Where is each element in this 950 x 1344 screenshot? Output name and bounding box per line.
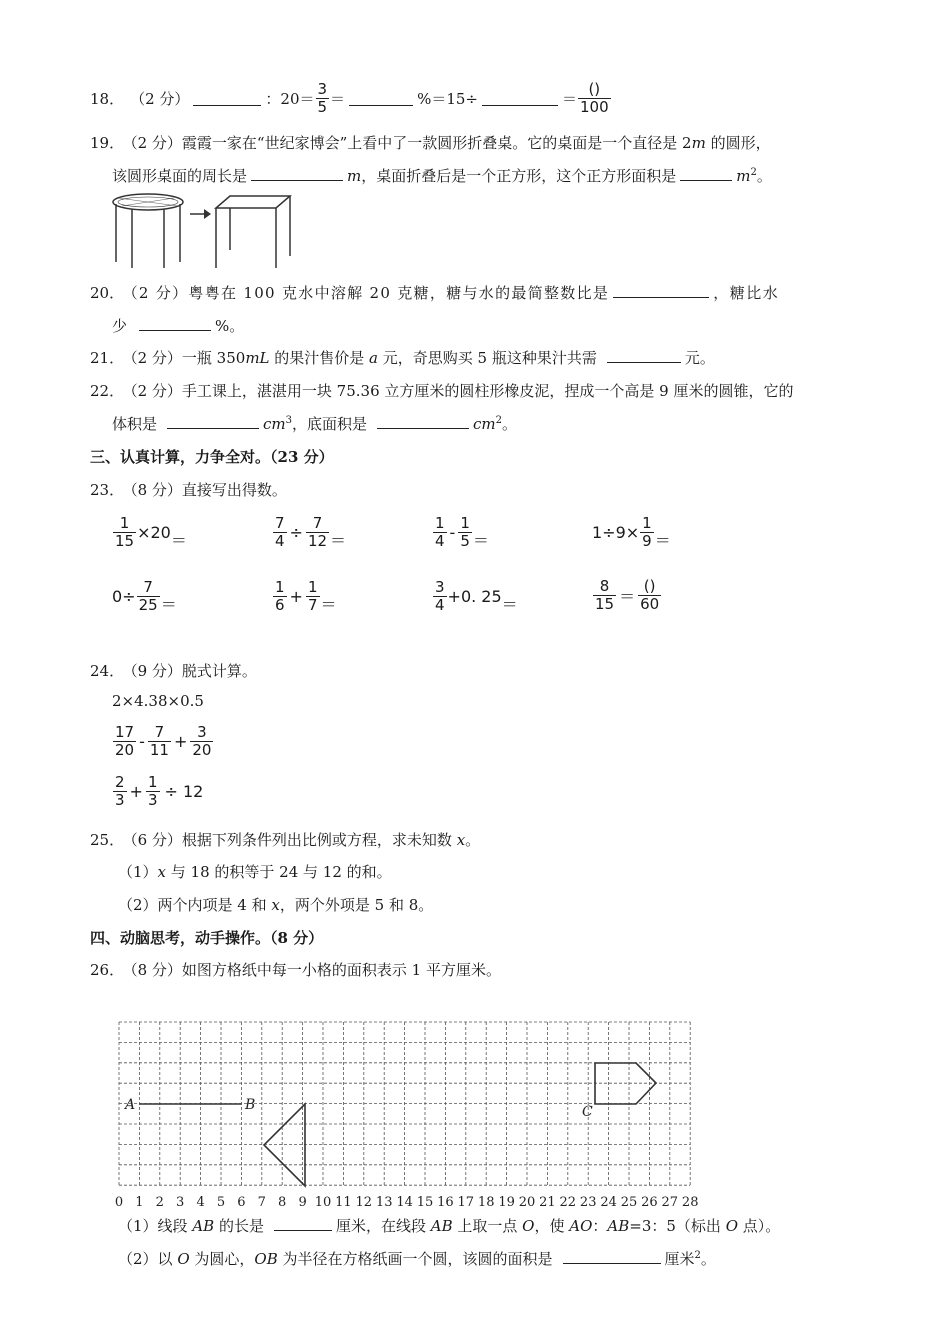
axis-tick-label: 12	[355, 1195, 373, 1210]
q23c-fraction-2: $\frac{1}{5}$	[460, 514, 470, 550]
q26-s1-ab: AB	[192, 1217, 215, 1235]
q26-s1-ab3: AB	[607, 1217, 630, 1235]
q23b-op: ÷	[289, 523, 303, 542]
q25-var: x	[456, 831, 466, 849]
q24e2-fraction-2: $\frac{7}{11}$	[149, 723, 169, 759]
q26-s1-o2: O	[725, 1217, 738, 1235]
q26-s1-c: 厘米，在线段	[335, 1217, 431, 1235]
q23d-prefix: 1÷9×	[592, 523, 640, 542]
q19-unit-m: m	[691, 134, 706, 152]
question-20-line-1	[90, 282, 779, 303]
q18-fraction-x-100: $\frac{()}{100}$	[580, 79, 609, 116]
axis-tick-label: 4	[196, 1195, 205, 1210]
q21-text-c: 元，奇思购买 5 瓶这种果汁共需	[378, 349, 597, 367]
q21-text-a: （2 分）一瓶 350	[130, 349, 246, 367]
axis-tick-label: 15	[416, 1195, 434, 1210]
q20-text-1: （2 分）粤粤在 100 克水中溶解 20 克糖，糖与水的最简整数比是	[130, 284, 610, 302]
q19-sup: 2	[750, 167, 757, 178]
q26-s2-c: 为半径在方格纸画一个圆，该圆的面积是	[277, 1250, 553, 1268]
q23h-equals: ＝	[619, 587, 636, 606]
q19-text-2b: ，桌面折叠后是一个正方形，这个正方形面积是	[361, 167, 677, 185]
q23g-fraction: $\frac{3}{4}$	[435, 578, 445, 614]
q23b-fraction-2: $\frac{7}{12}$	[307, 514, 328, 550]
q23-item-b	[272, 514, 346, 551]
q23-item-d	[592, 514, 671, 551]
q24-expr-3	[112, 774, 203, 809]
q23-number: 23．	[90, 481, 125, 499]
q19-number: 19．	[90, 134, 125, 152]
q26-s2-a: （2）以	[118, 1250, 178, 1268]
q23f-op: +	[289, 587, 303, 606]
q26-s2-o: O	[177, 1250, 190, 1268]
q19-end: 。	[756, 167, 772, 185]
q21-number: 21．	[90, 349, 125, 367]
q18-blank-2[interactable]	[349, 91, 413, 106]
q23b-fraction-1: $\frac{7}{4}$	[275, 514, 285, 550]
q22-blank-1[interactable]	[167, 414, 259, 429]
q24-expr-2	[112, 724, 214, 759]
question-24	[90, 660, 257, 681]
q18-ratio: ：20＝	[265, 89, 315, 108]
q22-blank-2[interactable]	[377, 414, 469, 429]
axis-tick-label: 23	[579, 1195, 597, 1210]
q25-s1-var: x	[157, 863, 167, 881]
axis-tick-label: 6	[237, 1195, 246, 1210]
question-25	[90, 829, 480, 850]
label-a: A	[125, 1097, 136, 1113]
q26-s1-o: O	[522, 1217, 535, 1235]
question-19-line-2	[112, 165, 772, 186]
q19-unit-m3: m	[736, 167, 751, 185]
square-table-drawing	[216, 196, 290, 268]
q24e2-fraction-1: $\frac{17}{20}$	[115, 723, 135, 759]
triangle-shape	[264, 1104, 305, 1186]
arrow-right-icon	[190, 209, 211, 219]
q26-s1-h: 点）。	[738, 1217, 781, 1235]
q26-sub-2	[118, 1248, 716, 1269]
q26-s2-e: 。	[700, 1250, 716, 1268]
folding-table-figure	[108, 190, 298, 275]
q20-text-2b: %。	[215, 317, 245, 335]
q18-fraction-3-5: $\frac{3}{5}$	[317, 79, 328, 116]
question-21	[90, 347, 715, 368]
axis-tick-label: 1	[135, 1195, 144, 1210]
axis-tick-label: 26	[641, 1195, 658, 1210]
q23e-equals: ＝	[160, 595, 177, 614]
axis-tick-label: 16	[437, 1195, 454, 1210]
q23e-fraction: $\frac{7}{25}$	[138, 578, 158, 614]
q26-s2-sup: 2	[694, 1250, 701, 1261]
axis-tick-label: 0	[114, 1195, 124, 1210]
q21-blank[interactable]	[607, 348, 681, 363]
q24-expr-1: 2×4.38×0.5	[112, 692, 204, 710]
q23g-rest: +0. 25	[447, 587, 502, 606]
q23f-equals: ＝	[320, 595, 337, 614]
q18-percent: %＝15÷	[417, 89, 478, 108]
q25-sub-1	[118, 861, 392, 882]
q19-text-1-end: 的圆形，	[705, 134, 771, 152]
q20-number: 20．	[90, 284, 125, 302]
axis-tick-label: 5	[216, 1195, 226, 1210]
q23g-equals: ＝	[501, 595, 518, 614]
q25-s1-prefix: （1）	[118, 863, 158, 881]
axis-tick-label: 28	[681, 1195, 699, 1210]
q26-s1-e: ，使	[534, 1217, 570, 1235]
q24e2-op-1: -	[139, 732, 145, 751]
axis-tick-label: 24	[600, 1195, 617, 1210]
q26-sub-1	[118, 1215, 780, 1236]
q25-s2-var: x	[271, 896, 280, 914]
q23-item-a	[112, 514, 187, 551]
section-3-heading: 三、认真计算，力争全对。（23 分）	[90, 448, 334, 466]
q23-item-f	[272, 578, 337, 615]
axis-tick-label: 18	[477, 1195, 495, 1210]
axis-tick-label: 21	[539, 1195, 556, 1210]
q25-text-a: （6 分）根据下列条件列出比例或方程，求未知数	[130, 831, 457, 849]
q21-text-d: 元。	[684, 349, 715, 367]
axis-tick-label: 13	[375, 1195, 393, 1210]
axis-tick-label: 8	[278, 1195, 287, 1210]
q26-s1-a: （1）线段	[118, 1217, 193, 1235]
q18-equals-2: ＝	[561, 89, 577, 108]
q23-item-c	[432, 514, 489, 551]
q21-var: a	[369, 349, 378, 367]
q20-text-1-end: ，糖比水	[713, 284, 780, 302]
q26-s1-ab2: AB	[430, 1217, 453, 1235]
q23c-fraction-1: $\frac{1}{4}$	[435, 514, 445, 550]
q23b-equals: ＝	[330, 531, 347, 550]
question-23	[90, 479, 287, 500]
axis-tick-label: 11	[335, 1195, 352, 1210]
q26-s1-g: =3：5（标出	[629, 1217, 726, 1235]
question-20-line-2	[112, 315, 244, 336]
q19-blank-1[interactable]	[251, 166, 343, 181]
q21-text-b: 的果汁售价是	[269, 349, 370, 367]
axis-tick-label: 17	[457, 1195, 475, 1210]
q22-unit-2: cm	[473, 415, 496, 433]
q23a-equals: ＝	[170, 531, 187, 550]
q24e3-fraction-1: $\frac{2}{3}$	[115, 773, 125, 809]
q25-sub-2	[118, 894, 433, 915]
section-4-heading: 四、动脑思考，动手操作。（8 分）	[90, 929, 324, 947]
q23a-rest: ×20	[137, 523, 171, 542]
axis-tick-label: 25	[620, 1195, 638, 1210]
axis-tick-label: 19	[498, 1195, 515, 1210]
q26-blank-2[interactable]	[563, 1249, 661, 1264]
q25-s1-text: 与 18 的积等于 24 与 12 的和。	[166, 863, 392, 881]
axis-tick-label: 27	[661, 1195, 679, 1210]
q25-s2-prefix: （2）两个内项是 4 和	[118, 896, 272, 914]
q26-s1-d: 上取一点	[452, 1217, 523, 1235]
q26-s2-ob: OB	[254, 1250, 278, 1268]
q24e3-op-1: +	[129, 782, 143, 801]
q22-sup-2: 2	[495, 415, 503, 426]
q26-text: （8 分）如图方格纸中每一小格的面积表示 1 平方厘米。	[130, 961, 501, 979]
q23-item-e	[112, 578, 177, 615]
q21-unit: mL	[245, 349, 270, 367]
q19-unit-m2: m	[347, 167, 362, 185]
q23h-fraction-1: $\frac{8}{15}$	[595, 577, 615, 613]
question-22-line-2	[112, 413, 517, 434]
q26-s1-ao: AO	[569, 1217, 593, 1235]
q23c-equals: ＝	[472, 531, 489, 550]
question-18	[90, 78, 612, 118]
q23-item-h	[592, 578, 662, 613]
q22-text-2a: 体积是	[112, 415, 158, 433]
question-22-line-1	[90, 380, 793, 401]
axis-tick-label: 22	[559, 1195, 577, 1210]
q20-blank-2[interactable]	[139, 316, 211, 331]
q23d-fraction: $\frac{1}{9}$	[642, 514, 652, 550]
q25-text-b: 。	[465, 831, 481, 849]
axis-tick-label: 14	[396, 1195, 413, 1210]
q20-text-2a: 少	[112, 317, 128, 335]
q22-sup-1: 3	[285, 415, 293, 426]
axis-tick-label: 10	[314, 1195, 332, 1210]
q23-item-g	[432, 578, 518, 615]
round-table-drawing	[113, 194, 183, 268]
q24e3-rest: ÷ 12	[164, 782, 204, 801]
axis-tick-label: 3	[176, 1195, 185, 1210]
q26-s1-f: ：	[592, 1217, 608, 1235]
q23c-op: -	[449, 523, 456, 542]
q23f-fraction-1: $\frac{1}{6}$	[275, 578, 285, 614]
q23e-prefix: 0÷	[112, 587, 136, 606]
q22-text-1: （2 分）手工课上，湛湛用一块 75.36 立方厘米的圆柱形橡皮泥，捏成一个高是 9 厘米的圆锥，它的	[130, 382, 794, 400]
q22-text-2b: ，底面积是	[292, 415, 368, 433]
axis-tick-label: 7	[257, 1195, 266, 1210]
q24-number: 24．	[90, 662, 125, 680]
q19-text-2a: 该圆形桌面的周长是	[112, 167, 248, 185]
q24-text: （9 分）脱式计算。	[130, 662, 257, 680]
axis-tick-label: 20	[518, 1195, 536, 1210]
q22-number: 22．	[90, 382, 125, 400]
label-b: B	[245, 1097, 256, 1113]
q18-score: （2 分）	[130, 89, 190, 108]
q24e2-op-2: +	[173, 732, 188, 751]
question-26	[90, 959, 501, 980]
grid-paper-figure	[108, 1012, 713, 1212]
q26-number: 26．	[90, 961, 125, 979]
q23f-fraction-2: $\frac{1}{7}$	[307, 578, 318, 614]
label-c: C	[582, 1104, 593, 1120]
q18-equals-1: ＝	[330, 89, 346, 108]
q25-s2-text: ，两个外项是 5 和 8。	[279, 896, 434, 914]
q24e3-fraction-2: $\frac{1}{3}$	[147, 773, 158, 809]
axis-tick-label: 9	[298, 1195, 307, 1210]
q20-blank-1[interactable]	[613, 283, 709, 298]
q23a-fraction: $\frac{1}{15}$	[115, 514, 135, 550]
axis-tick-label: 2	[155, 1195, 164, 1210]
q26-s1-b: 的长是	[214, 1217, 264, 1235]
q26-s2-b: 为圆心，	[189, 1250, 255, 1268]
q18-number: 18．	[90, 89, 125, 108]
q22-unit-1: cm	[263, 415, 286, 433]
q18-blank-3[interactable]	[482, 91, 558, 106]
q23-text: （8 分）直接写出得数。	[130, 481, 287, 499]
question-19-line-1	[90, 132, 771, 153]
q19-text-1: （2 分）霞霞一家在“世纪家博会”上看中了一款圆形折叠桌。它的桌面是一个直径是 2	[130, 134, 692, 152]
q18-blank-1[interactable]	[193, 91, 261, 106]
q22-end: 。	[502, 415, 518, 433]
axis-labels	[115, 1195, 699, 1210]
q26-s2-d: 厘米	[664, 1250, 695, 1268]
q19-blank-2[interactable]	[680, 166, 732, 181]
q23h-fraction-2: $\frac{()}{60}$	[640, 577, 660, 613]
q26-blank-1[interactable]	[274, 1216, 332, 1231]
q23d-equals: ＝	[654, 531, 671, 550]
q25-number: 25．	[90, 831, 125, 849]
q24e2-fraction-3: $\frac{3}{20}$	[192, 723, 212, 759]
